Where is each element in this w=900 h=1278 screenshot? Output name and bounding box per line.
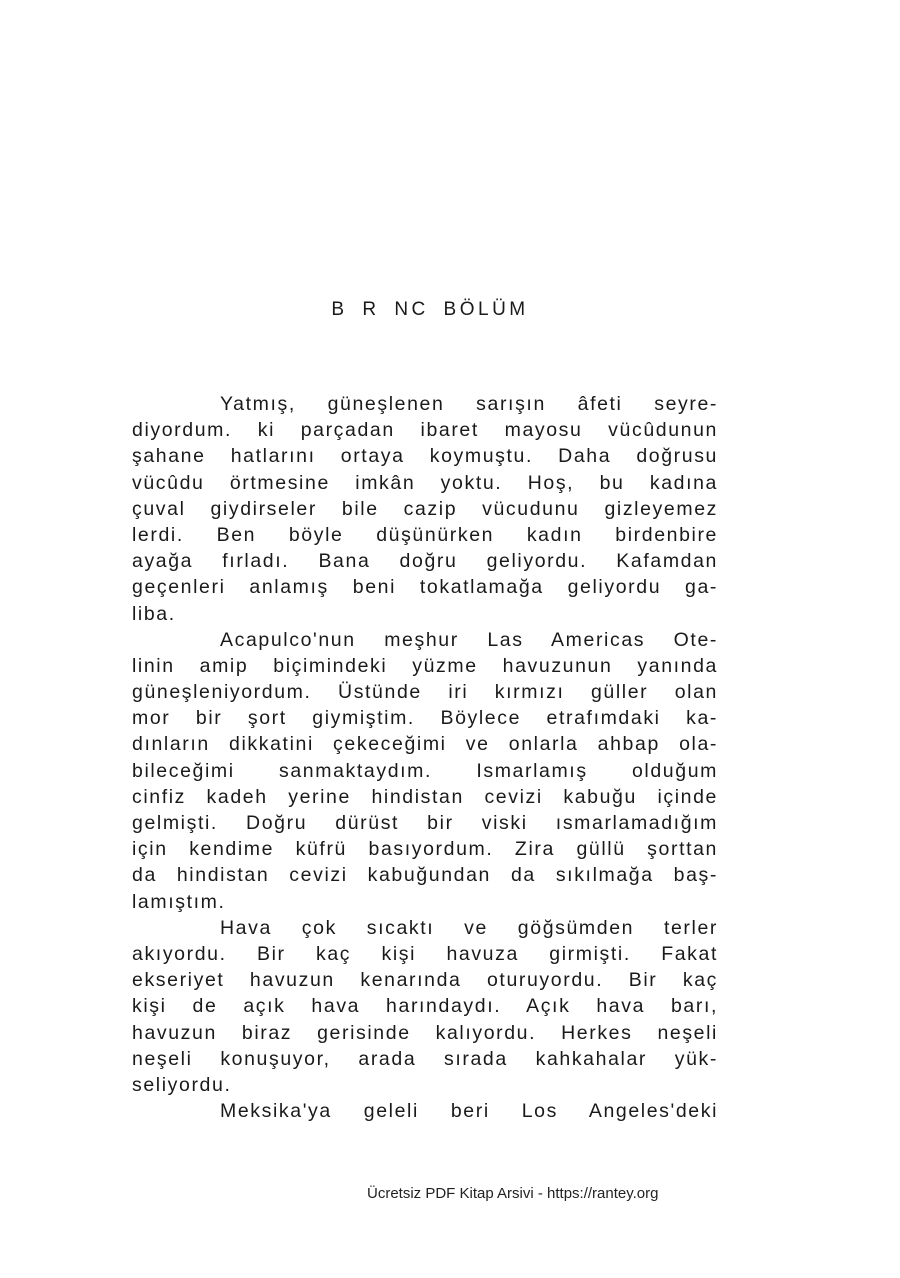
text-line: cinfiz kadeh yerine hindistan cevizi kabuğu içinde xyxy=(132,785,718,808)
text-line: Meksika'ya geleli beri Los Angeles'deki xyxy=(220,1100,718,1123)
text-line: havuzun biraz gerisinde kalıyordu. Herkes neşeli xyxy=(132,1021,718,1044)
text-line: gelmişti. Doğru dürüst bir viski ısmarlamadığım xyxy=(132,812,718,834)
text-line: linin amip biçimindeki yüzme havuzunun yanında xyxy=(132,654,718,677)
text-line: dınların dikkatini çekeceğimi ve onlarla ahbap ola- xyxy=(132,733,718,756)
text-line: kişi de açık hava harındaydı. Açık hava barı, xyxy=(132,995,718,1018)
text-line: ekseriyet havuzun kenarında oturuyordu. Bir kaç xyxy=(132,969,718,992)
text-line: da hindistan cevizi kabuğundan da sıkılmağa baş- xyxy=(132,864,718,887)
text-line: Hava çok sıcaktı ve göğsümden terler xyxy=(220,916,718,939)
text-line: neşeli konuşuyor, arada sırada kahkahalar yük- xyxy=(132,1047,718,1070)
text-line: için kendime küfrü basıyordum. Zira güllü şorttan xyxy=(132,838,718,861)
text-line: mor bir şort giymiştim. Böylece etrafımdaki ka- xyxy=(132,707,718,730)
text-line: diyordum. ki parçadan ibaret mayosu vücûdunun xyxy=(132,419,718,442)
text-line: vücûdu örtmesine imkân yoktu. Hoş, bu kadına xyxy=(132,471,718,494)
body-text xyxy=(132,391,718,1124)
chapter-title: B R NC BÖLÜM xyxy=(331,299,529,320)
text-line: akıyordu. Bir kaç kişi havuza girmişti. Fakat xyxy=(132,942,718,965)
text-line: seliyordu. xyxy=(132,1073,232,1096)
text-line: bileceğimi sanmaktaydım. Ismarlamış olduğum xyxy=(132,759,718,782)
text-line: Yatmış, güneşlenen sarışın âfeti seyre- xyxy=(220,393,718,415)
text-line: lamıştım. xyxy=(132,890,226,913)
text-line: şahane hatlarını ortaya koymuştu. Daha doğrusu xyxy=(132,445,718,468)
text-line: lerdi. Ben böyle düşünürken kadın birdenbire xyxy=(132,523,718,546)
text-line: güneşleniyordum. Üstünde iri kırmızı güller olan xyxy=(132,681,718,704)
text-line: çuval giydirseler bile cazip vücudunu gizleyemez xyxy=(132,497,718,520)
footer-source-note: Ücretsiz PDF Kitap Arsivi - https://rantey.org xyxy=(367,1185,659,1202)
text-line: Acapulco'nun meşhur Las Americas Ote- xyxy=(220,628,718,651)
text-line: liba. xyxy=(132,602,176,625)
text-line: geçenleri anlamış beni tokatlamağa geliyordu ga- xyxy=(132,576,718,599)
text-line: ayağa fırladı. Bana doğru geliyordu. Kafamdan xyxy=(132,550,718,573)
